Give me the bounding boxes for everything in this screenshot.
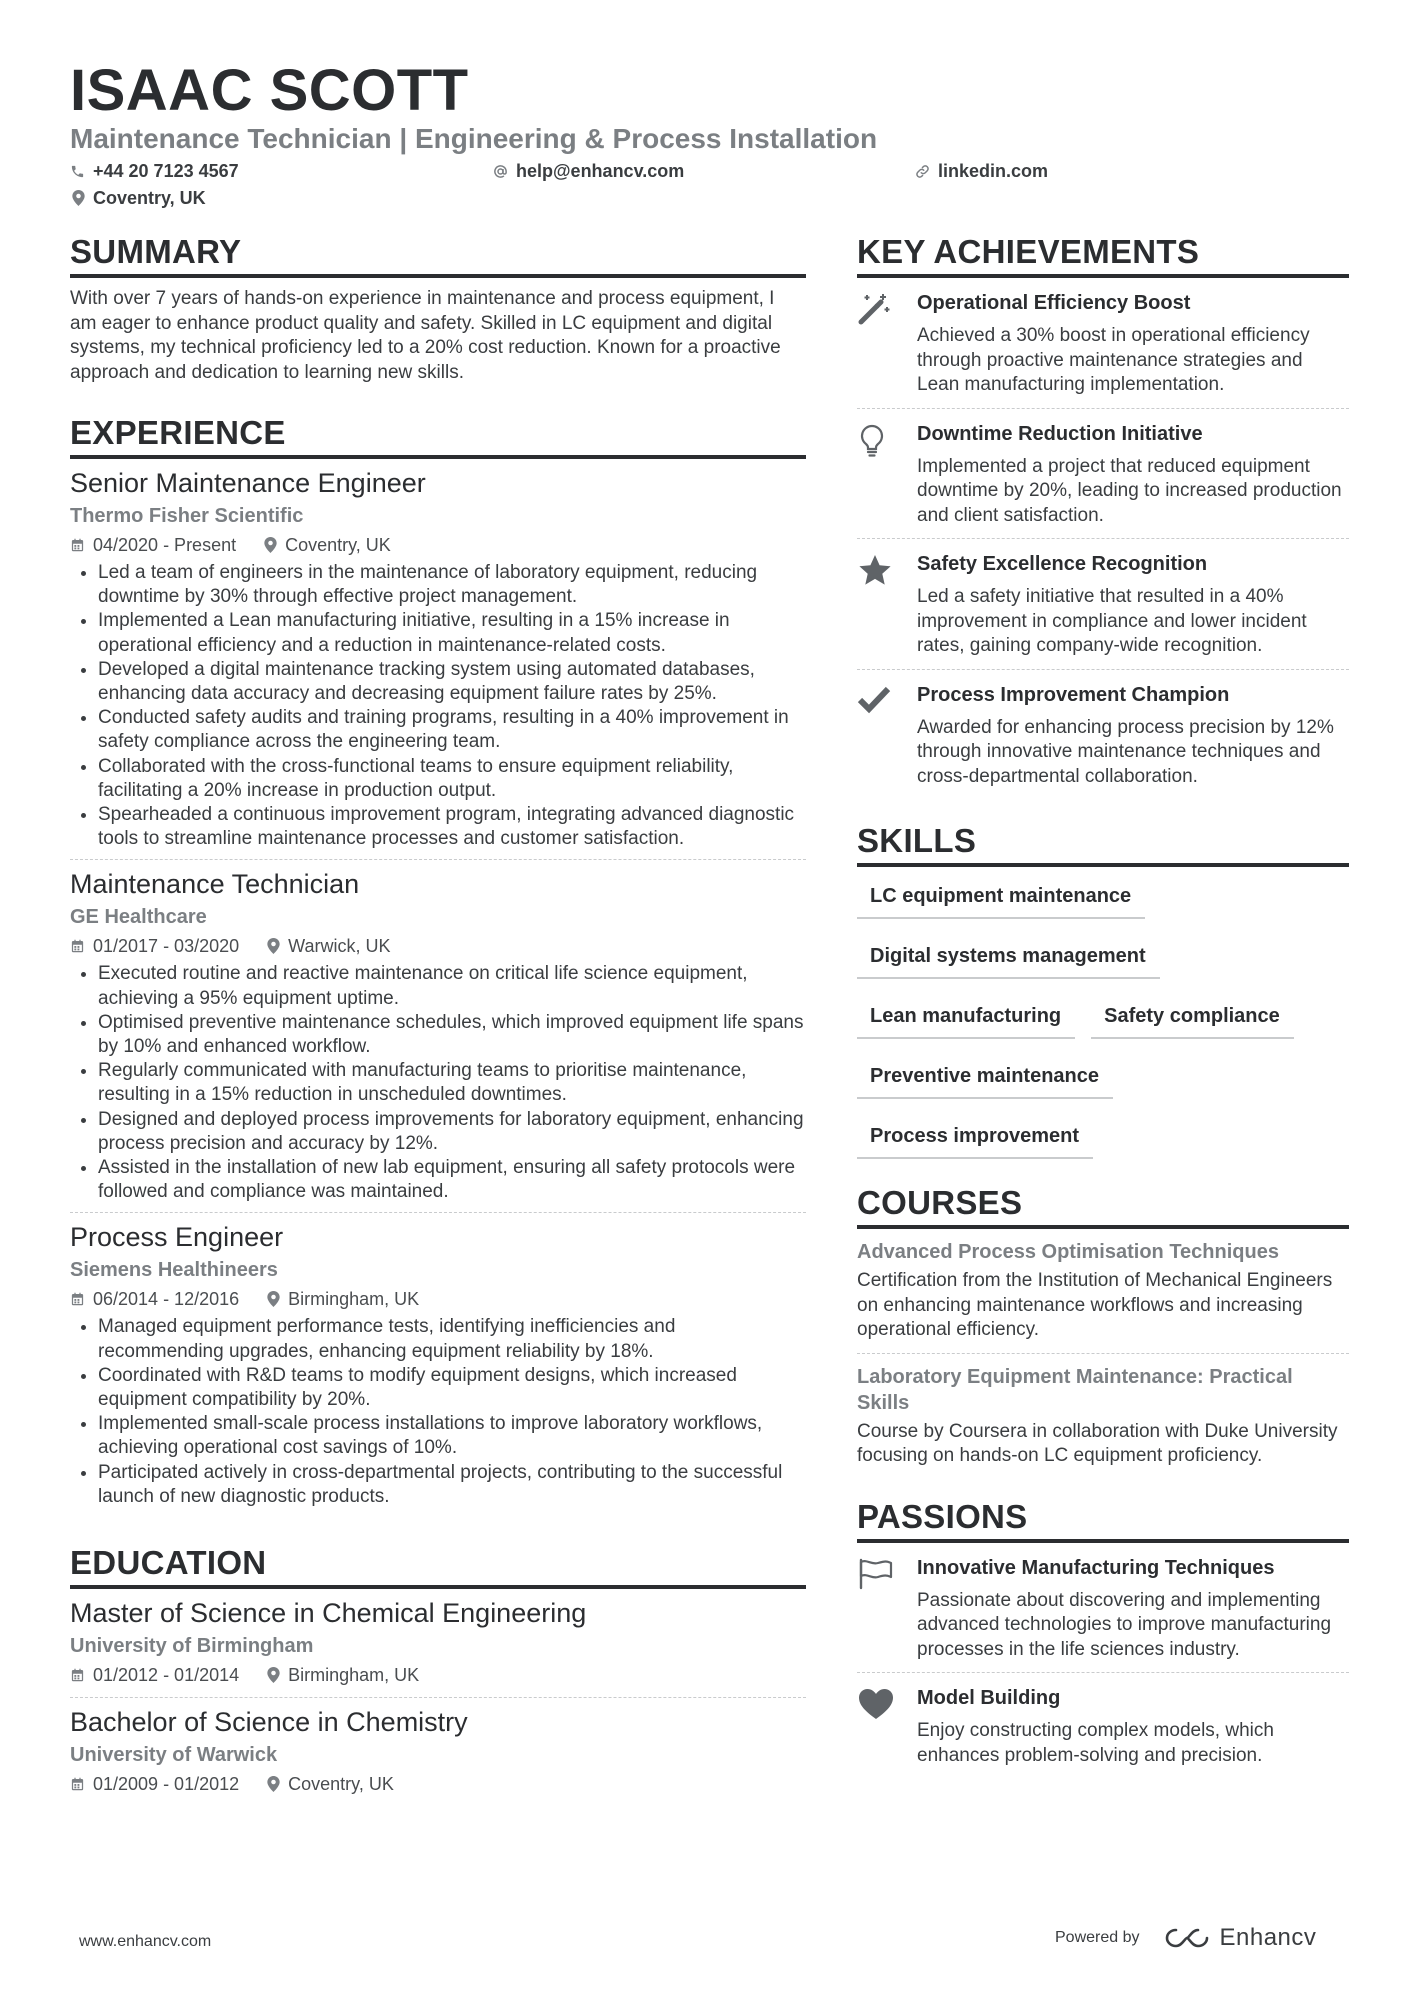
education-dates: 01/2012 - 01/2014 xyxy=(93,1665,240,1686)
phone-icon xyxy=(70,164,85,179)
heart-icon xyxy=(857,1687,895,1721)
passion-item xyxy=(857,1543,1349,1674)
experience-section xyxy=(70,413,806,1517)
course-title: Advanced Process Optimisation Techniques xyxy=(857,1241,1279,1263)
degree-title: Master of Science in Chemical Engineering xyxy=(70,1598,587,1629)
location-pin-icon xyxy=(267,1667,280,1683)
achievement-item xyxy=(857,409,1349,540)
passion-title: Innovative Manufacturing Techniques xyxy=(917,1556,1275,1579)
passion-text: Passionate about discovering and implementing advanced technologies to improve manufacturing processes in the life sciences industry. xyxy=(917,1589,1332,1660)
job-title: Maintenance Technician xyxy=(70,869,360,900)
brand-name: Enhancv xyxy=(1219,1924,1317,1951)
footer-website[interactable]: www.enhancv.com xyxy=(79,1933,212,1950)
achievement-title: Downtime Reduction Initiative xyxy=(917,422,1203,445)
bullet-item: • Coordinated with R&D teams to modify equipment designs, which increased equipment compatibility by 20%. xyxy=(98,1364,806,1412)
skill-tag: Safety compliance xyxy=(1091,997,1294,1039)
candidate-name: ISAAC SCOTT xyxy=(70,58,469,123)
achievement-item xyxy=(857,670,1349,800)
bullet-item: • Implemented a Lean manufacturing initiative, resulting in a 15% increase in operational efficiency and a reduction in maintenance-related costs. xyxy=(98,609,806,657)
calendar-icon xyxy=(70,537,85,553)
school-name: University of Warwick xyxy=(70,1744,278,1767)
achievement-item xyxy=(857,278,1349,409)
course-item xyxy=(857,1229,1349,1354)
candidate-subtitle: Maintenance Technician | Engineering & Process Installation xyxy=(70,123,878,154)
achievements-section xyxy=(857,232,1349,799)
education-meta xyxy=(70,1772,806,1796)
education-entry xyxy=(70,1589,806,1698)
education-section xyxy=(70,1543,806,1806)
skill-tag: Process improvement xyxy=(857,1117,1093,1159)
location-text: Coventry, UK xyxy=(93,188,206,208)
bullet-item: • Participated actively in cross-departmental projects, contributing to the successful launch of new diagnostic products. xyxy=(98,1461,806,1509)
education-meta xyxy=(70,1663,806,1687)
skill-tag: LC equipment maintenance xyxy=(857,877,1145,919)
bullet-item: • Conducted safety audits and training programs, resulting in a 40% improvement in safety compliance across the engineering team. xyxy=(98,706,806,754)
checkmark-icon xyxy=(857,684,891,714)
bullet-item: • Designed and deployed process improvements for laboratory equipment, enhancing process precision and accuracy by 12%. xyxy=(98,1108,806,1156)
skill-tag: Digital systems management xyxy=(857,937,1160,979)
job-dates: 01/2017 - 03/2020 xyxy=(93,936,240,957)
bullet-item: • Implemented small-scale process installations to improve laboratory workflows, achieving operational cost savings of 10%. xyxy=(98,1412,806,1460)
passions-section xyxy=(857,1497,1349,1779)
courses-section xyxy=(857,1183,1349,1479)
achievement-item xyxy=(857,539,1349,670)
bullet-item: • Developed a digital maintenance tracking system using automated databases, enhancing data accuracy and decreasing equipment failure rates by 25%. xyxy=(98,658,806,706)
skills-heading: SKILLS xyxy=(857,821,1349,867)
skill-tag: Preventive maintenance xyxy=(857,1057,1113,1099)
job-entry xyxy=(70,860,806,1213)
linkedin-text: linkedin.com xyxy=(938,161,1049,181)
email-text: help@enhancv.com xyxy=(516,161,685,181)
calendar-icon xyxy=(70,1667,85,1683)
achievement-text: Achieved a 30% boost in operational efficiency through proactive maintenance strategies and Lean manufacturing implementation. xyxy=(917,325,1310,395)
bullet-item: • Regularly communicated with manufacturing teams to prioritise maintenance, resulting in a 15% reduction in unscheduled downtimes. xyxy=(98,1059,806,1107)
education-entry xyxy=(70,1698,806,1806)
bullet-item: • Executed routine and reactive maintenance on critical life science equipment, achieving a 95% equipment uptime. xyxy=(98,962,806,1010)
job-dates: 06/2014 - 12/2016 xyxy=(93,1289,240,1310)
passion-title: Model Building xyxy=(917,1687,1061,1709)
flag-icon xyxy=(857,1557,895,1591)
course-text: Certification from the Institution of Mechanical Engineers on enhancing maintenance workflows and increasing operational efficiency. xyxy=(857,1270,1333,1340)
company-name: Siemens Healthineers xyxy=(70,1259,278,1282)
summary-section xyxy=(70,232,806,385)
job-entry xyxy=(70,1213,806,1517)
location-pin-icon xyxy=(72,190,85,206)
summary-heading: SUMMARY xyxy=(70,232,806,278)
at-sign-icon xyxy=(493,164,508,179)
job-meta xyxy=(70,1287,806,1311)
bullet-item: • Collaborated with the cross-functional teams to ensure equipment reliability, facilitating a 20% increase in production output. xyxy=(98,755,806,803)
phone-text: +44 20 7123 4567 xyxy=(93,161,239,181)
job-location: Warwick, UK xyxy=(288,936,391,957)
education-dates: 01/2009 - 01/2012 xyxy=(93,1774,240,1795)
calendar-icon xyxy=(70,938,85,954)
job-bullets xyxy=(70,1315,806,1509)
education-location: Coventry, UK xyxy=(288,1774,394,1795)
location-pin-icon xyxy=(267,1776,280,1792)
location-pin-icon xyxy=(267,938,280,954)
experience-heading: EXPERIENCE xyxy=(70,413,806,459)
passion-item xyxy=(857,1673,1349,1778)
skill-tag: Lean manufacturing xyxy=(857,997,1075,1039)
achievement-text: Awarded for enhancing process precision by 12% through innovative maintenance techniques and cross-departmental collaboration. xyxy=(917,716,1334,787)
job-bullets xyxy=(70,962,806,1204)
bullet-item: • Assisted in the installation of new lab equipment, ensuring all safety protocols were followed and compliance was maintained. xyxy=(98,1156,806,1204)
left-column xyxy=(70,232,806,1806)
job-location: Birmingham, UK xyxy=(288,1289,420,1310)
degree-title: Bachelor of Science in Chemistry xyxy=(70,1707,468,1738)
courses-heading: COURSES xyxy=(857,1183,1349,1229)
right-column xyxy=(857,232,1349,1778)
achievement-text: Implemented a project that reduced equipment downtime by 20%, leading to increased production and client satisfaction. xyxy=(917,455,1342,526)
contact-phone[interactable] xyxy=(70,160,239,182)
lightbulb-icon xyxy=(857,423,887,457)
contact-linkedin[interactable] xyxy=(915,160,1048,182)
education-heading: EDUCATION xyxy=(70,1543,806,1589)
skills-list xyxy=(857,867,1349,1177)
achievement-title: Process Improvement Champion xyxy=(917,683,1230,706)
job-bullets xyxy=(70,561,806,851)
job-meta xyxy=(70,533,806,557)
skills-section xyxy=(857,821,1349,1177)
achievement-title: Operational Efficiency Boost xyxy=(917,292,1191,314)
course-item xyxy=(857,1354,1349,1479)
achievement-title: Safety Excellence Recognition xyxy=(917,553,1208,575)
achievement-text: Led a safety initiative that resulted in a 40% improvement in compliance and lower incident rates, gaining company-wide recognition. xyxy=(917,586,1307,656)
job-title: Process Engineer xyxy=(70,1222,284,1253)
powered-by-label: Powered by xyxy=(1055,1929,1140,1946)
job-dates: 04/2020 - Present xyxy=(93,535,237,555)
contact-email[interactable] xyxy=(493,160,684,182)
passions-heading: PASSIONS xyxy=(857,1497,1349,1543)
footer-branding[interactable] xyxy=(1055,1924,1316,1952)
job-location: Coventry, UK xyxy=(285,535,391,555)
bullet-item: • Led a team of engineers in the maintenance of laboratory equipment, reducing downtime by 30% through effective project management. xyxy=(98,561,806,609)
bullet-item: • Managed equipment performance tests, identifying inefficiencies and recommending upgrades, enhancing equipment reliability by 18%. xyxy=(98,1315,806,1363)
company-name: Thermo Fisher Scientific xyxy=(70,505,304,527)
course-title: Laboratory Equipment Maintenance: Practical Skills xyxy=(857,1365,1293,1414)
company-name: GE Healthcare xyxy=(70,906,207,929)
achievements-heading: KEY ACHIEVEMENTS xyxy=(857,232,1349,278)
summary-text: With over 7 years of hands-on experience in maintenance and process equipment, I am eager to enhance product quality and safety. Skilled in LC equipment and digital systems, my technical proficiency led to a 20% cost reduction. Known for a proactive approach and dedication to learning new skills. xyxy=(70,288,781,383)
school-name: University of Birmingham xyxy=(70,1635,314,1658)
calendar-icon xyxy=(70,1291,85,1307)
job-meta xyxy=(70,934,806,958)
job-entry xyxy=(70,459,806,860)
calendar-icon xyxy=(70,1776,85,1792)
magic-wand-icon xyxy=(857,292,891,326)
passion-text: Enjoy constructing complex models, which enhances problem-solving and precision. xyxy=(917,1720,1274,1766)
brand-logo xyxy=(1164,1924,1317,1952)
star-icon xyxy=(857,553,893,587)
location-pin-icon xyxy=(264,537,277,553)
contact-location xyxy=(72,187,206,209)
bullet-item: • Spearheaded a continuous improvement program, integrating advanced diagnostic tools to streamline maintenance processes and customer satisfaction. xyxy=(98,803,806,851)
job-title: Senior Maintenance Engineer xyxy=(70,468,426,498)
enhancv-logo-icon xyxy=(1164,1926,1210,1950)
course-text: Course by Coursera in collaboration with Duke University focusing on hands-on LC equipment proficiency. xyxy=(857,1420,1338,1466)
link-icon xyxy=(915,164,930,179)
bullet-item: • Optimised preventive maintenance schedules, which improved equipment life spans by 10% and enhanced workflow. xyxy=(98,1011,806,1059)
location-pin-icon xyxy=(267,1291,280,1307)
education-location: Birmingham, UK xyxy=(288,1665,420,1686)
